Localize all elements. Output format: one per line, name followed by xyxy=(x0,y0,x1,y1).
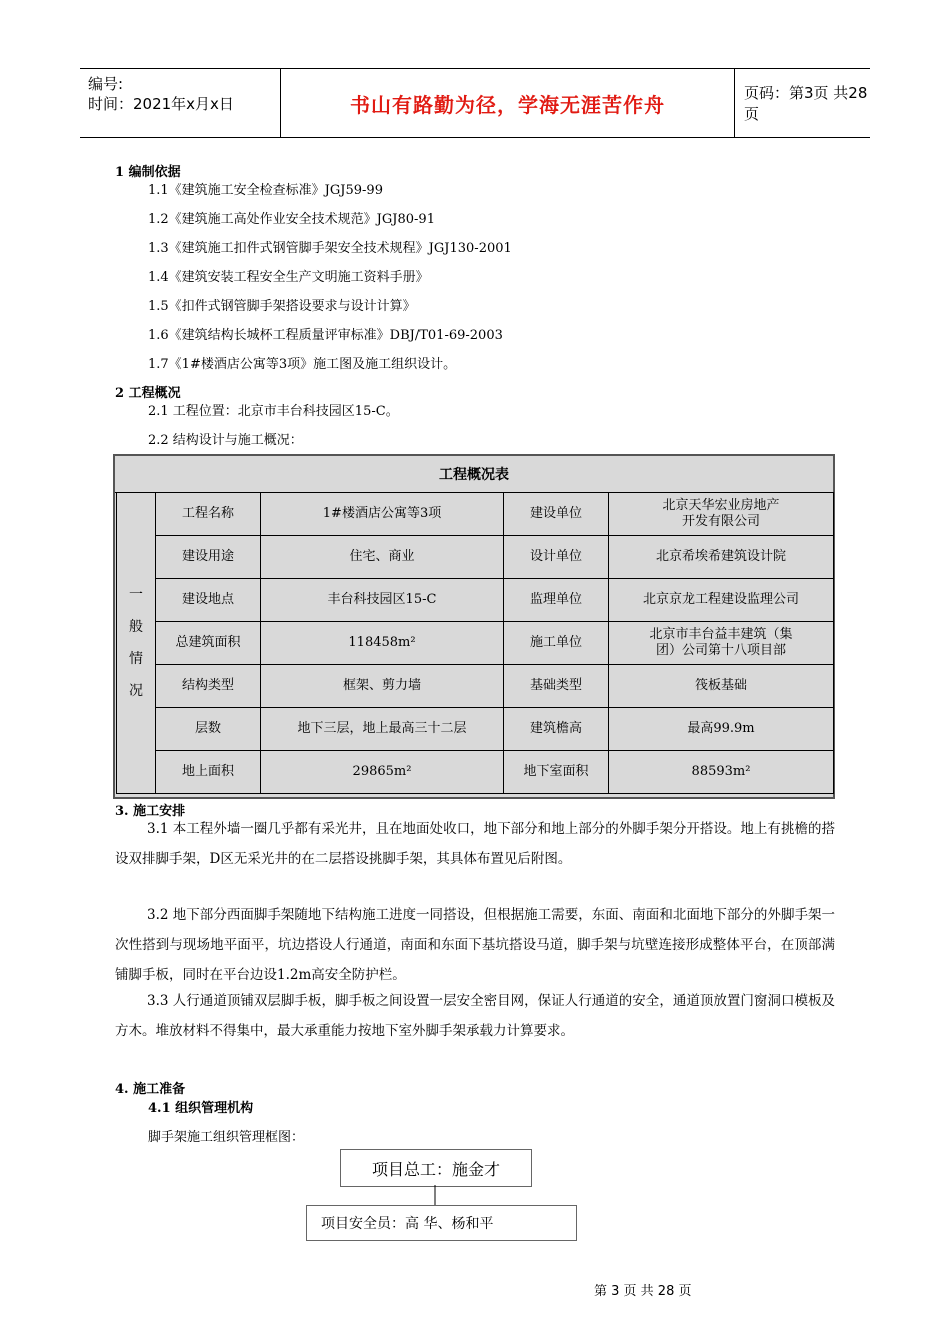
section-3-title: 3. 施工安排 xyxy=(115,804,186,819)
table-value: 88593m² xyxy=(609,751,834,794)
overview-grid xyxy=(116,492,834,794)
section-2-title: 2 工程概况 xyxy=(115,386,181,401)
s3-paragraph-3: 3.3 人行通道顶铺双层脚手板，脚手板之间设置一层安全密目网，保证人行通道的安全，通道顶放置门窗洞口模板及方木。堆放材料不得集中，最大承重能力按地下室外脚手架承载力计算要求。 xyxy=(115,993,835,1039)
side-label xyxy=(117,493,156,794)
value-line: 团）公司第十八项目部 xyxy=(655,643,786,658)
number-label: 编号: xyxy=(88,75,124,93)
org-box-chief-engineer: 项目总工：施金才 xyxy=(340,1149,532,1187)
table-row xyxy=(117,493,834,536)
table-row xyxy=(117,622,834,665)
page-footer: 第 3 页 共 28 页 xyxy=(594,1284,692,1299)
table-value: 29865m² xyxy=(261,751,504,794)
time-label: 时间：2021年x月x日 xyxy=(88,95,234,113)
table-key: 地下室面积 xyxy=(504,751,609,794)
table-value: 地下三层，地上最高三十二层 xyxy=(261,708,504,751)
org-box-safety-officer: 项目安全员：高 华、杨和平 xyxy=(306,1205,577,1241)
s1-item: 1.6《建筑结构长城杯工程质量评审标准》DBJ/T01-69-2003 xyxy=(148,328,503,343)
s1-item: 1.2《建筑施工高处作业安全技术规范》JGJ80-91 xyxy=(148,212,435,227)
table-row xyxy=(117,708,834,751)
value-line: 北京市丰台益丰建筑（集 xyxy=(649,627,793,642)
table-value xyxy=(609,493,834,536)
table-value: 框架、剪力墙 xyxy=(261,665,504,708)
value-line: 开发有限公司 xyxy=(681,514,760,529)
table-key: 监理单位 xyxy=(504,579,609,622)
table-value xyxy=(609,622,834,665)
table-value: 北京京龙工程建设监理公司 xyxy=(609,579,834,622)
table-row xyxy=(117,579,834,622)
table-row xyxy=(117,536,834,579)
value-line: 北京天华宏业房地产 xyxy=(662,498,780,513)
table-key: 总建筑面积 xyxy=(156,622,261,665)
side-char: 一 xyxy=(129,587,143,603)
s1-item: 1.3《建筑施工扣件式钢管脚手架安全技术规程》JGJ130-2001 xyxy=(148,241,512,256)
motto: 书山有路勤为径，学海无涯苦作舟 xyxy=(350,92,665,117)
section-4-title: 4. 施工准备 xyxy=(115,1082,186,1097)
s2-structure: 2.2 结构设计与施工概况： xyxy=(148,433,303,448)
header-motto-cell xyxy=(280,69,735,137)
s1-item: 1.7《1#楼酒店公寓等3项》施工图及施工组织设计。 xyxy=(148,357,457,372)
table-value: 丰台科技园区15-C xyxy=(261,579,504,622)
table-row xyxy=(117,751,834,794)
table-value: 住宅、商业 xyxy=(261,536,504,579)
table-key: 结构类型 xyxy=(156,665,261,708)
table-value: 1#楼酒店公寓等3项 xyxy=(261,493,504,536)
table-value: 118458m² xyxy=(261,622,504,665)
table-key: 设计单位 xyxy=(504,536,609,579)
s2-location: 2.1 工程位置：北京市丰台科技园区15-C。 xyxy=(148,404,399,419)
page-header xyxy=(80,68,870,138)
s1-item: 1.1《建筑施工安全检查标准》JGJ59-99 xyxy=(148,183,383,198)
header-meta xyxy=(80,69,280,137)
table-row xyxy=(117,665,834,708)
s4-1-text: 脚手架施工组织管理框图： xyxy=(148,1130,305,1145)
table-key: 建设单位 xyxy=(504,493,609,536)
table-value: 筏板基础 xyxy=(609,665,834,708)
section-1-title: 1 编制依据 xyxy=(115,165,181,180)
header-page-cell xyxy=(734,69,870,137)
s1-item: 1.4《建筑安装工程安全生产文明施工资料手册》 xyxy=(148,270,429,285)
table-value: 北京希埃希建筑设计院 xyxy=(609,536,834,579)
table-key: 建设地点 xyxy=(156,579,261,622)
table-key: 建设用途 xyxy=(156,536,261,579)
table-key: 层数 xyxy=(156,708,261,751)
s3-paragraph-2: 3.2 地下部分西面脚手架随地下结构施工进度一同搭设，但根据施工需要，东面、南面和北面地下部分的外脚手架一次性搭到与现场地平面平，坑边搭设人行通道，南面和东面下基坑搭设马道，脚手架与坑壁连接形成整体平台，在顶部满铺脚手板，同时在平台边设1.2m高安全防护栏。 xyxy=(115,907,835,983)
s4-1-title: 4.1 组织管理机构 xyxy=(148,1101,254,1116)
side-char: 情 xyxy=(129,651,143,667)
table-key: 工程名称 xyxy=(156,493,261,536)
table-title: 工程概况表 xyxy=(115,456,833,493)
table-key: 地上面积 xyxy=(156,751,261,794)
side-char: 况 xyxy=(129,683,143,699)
table-value: 最高99.9m xyxy=(609,708,834,751)
side-char: 般 xyxy=(129,619,143,635)
table-key: 施工单位 xyxy=(504,622,609,665)
overview-table xyxy=(113,454,835,799)
page-info: 页码：第3页 共28页 xyxy=(744,84,868,123)
s3-paragraph-1: 3.1 本工程外墙一圈几乎都有采光井，且在地面处收口，地下部分和地上部分的外脚手架分开搭设。地上有挑檐的搭设双排脚手架，D区无采光井的在二层搭设挑脚手架，其具体布置见后附图。 xyxy=(115,821,835,867)
table-key: 建筑檐高 xyxy=(504,708,609,751)
s1-item: 1.5《扣件式钢管脚手架搭设要求与设计计算》 xyxy=(148,299,416,314)
table-key: 基础类型 xyxy=(504,665,609,708)
